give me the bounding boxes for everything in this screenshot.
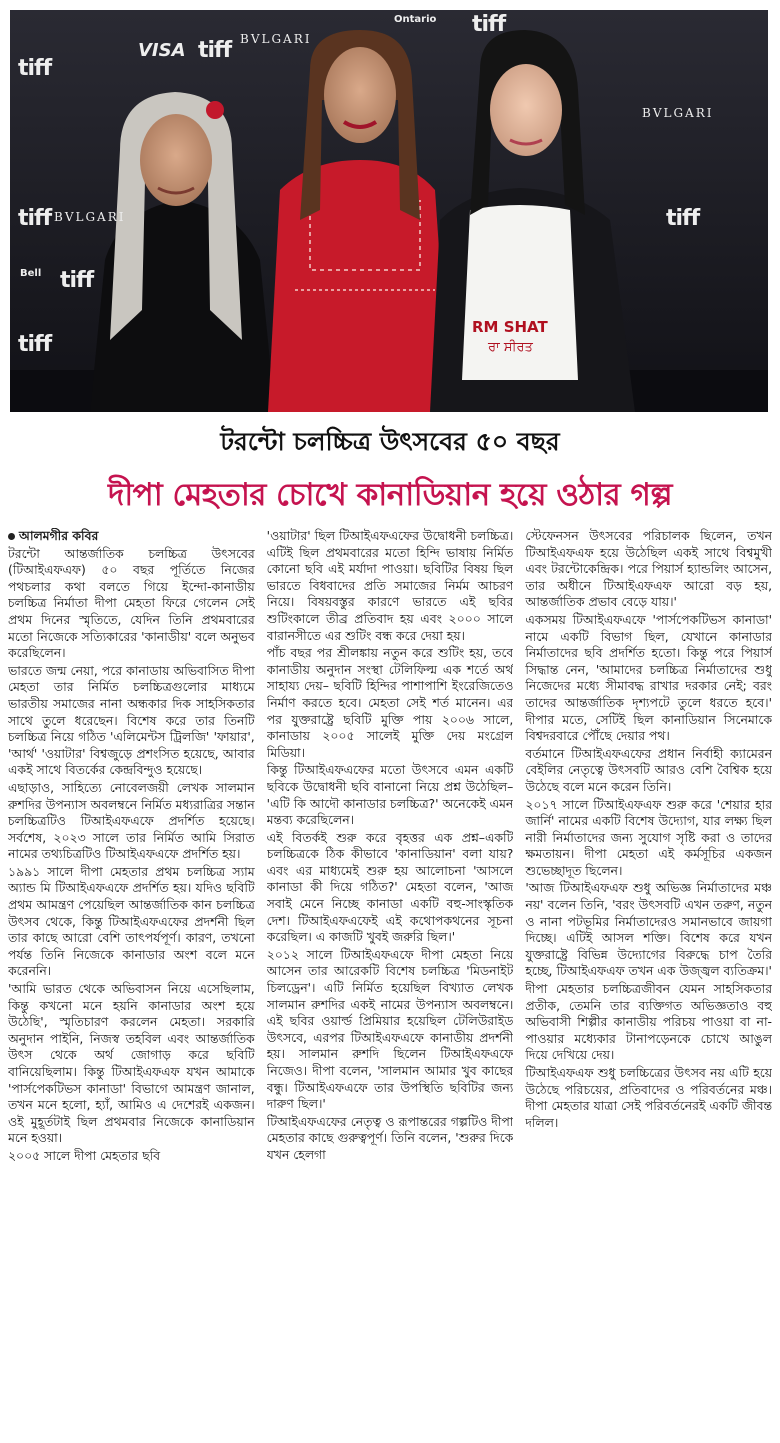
sponsor-logo: tiff	[18, 56, 52, 81]
paragraph: স্টেফেনসন উৎসবের পরিচালক ছিলেন, তখন টিআইএফএফ হয়ে উঠেছিল একই সাথে বিশ্বমুখী এবং টরন্টোকেন্দ্রিক। পরে পিয়ার্স হ্যান্ডলিং আসেন, তার অধীনে টিআইএফএফ আরো বড় হয়, আন্তর্জাতিক প্রভাব বেড়ে যায়।'	[525, 528, 773, 610]
paragraph: ২০০৫ সালে দীপা মেহতার ছবি	[8, 1147, 161, 1163]
paragraph: একসময় টিআইএফএফে 'পার্সপেকটিভস কানাডা' নামে একটি বিভাগ ছিল, যেখানে কানাডার নির্মাতাদের ছবি প্রদর্শিত হতো। কিন্তু পরে পিয়ার্স সিদ্ধান্ত নেন, 'আমাদের চলচ্চিত্র নির্মাতাদের শুধু নিজেদের মধ্যে সীমাবদ্ধ রাখার দরকার নেই; বরং তাদের আন্তর্জাতিক দৃশ্যপটে তুলে ধরতে হবে।' দীপার মতে, সেটিই ছিল কানাডিয়ান সিনেমাকে বিশ্বদরবারে পৌঁছে দেয়ার পথ।	[525, 611, 773, 744]
column-2	[267, 528, 514, 1433]
bullet-icon	[8, 533, 15, 540]
event-photo	[10, 10, 768, 412]
sponsor-logo: tiff	[472, 12, 506, 37]
sponsor-logo: tiff	[18, 332, 52, 357]
column-3	[525, 528, 772, 1433]
paragraph: ভারতে জন্ম নেয়া, পরে কানাডায় অভিবাসিত দীপা মেহতা তার নির্মিত চলচ্চিত্রগুলোর মাধ্যমে ভারতীয় সমাজের নানা অন্ধকার দিক সাহসিকতার সাথে তুলে ধরেছেন। বিশেষ করে তার তিনটি চলচ্চিত্র নিয়ে গঠিত 'এলিমেন্টস ট্রিলজি' 'ফায়ার', 'আর্থ' 'ওয়াটার' বিশ্বজুড়ে প্রশংসিত হয়েছে, আবার একই সাথে বিতর্কের কেন্দ্রবিন্দুও হয়েছে।	[8, 662, 255, 778]
paragraph: এই বিতর্কই শুরু করে বৃহত্তর এক প্রশ্ন–একটি চলচ্চিত্রকে ঠিক কীভাবে 'কানাডিয়ান' বলা যায়? এবং এর মাধ্যমেই শুরু হয় আলোচনা 'আসলে কানাডা কী দিয়ে গঠিত?' মেহতা বলেন, 'আজ সবাই মেনে নিচ্ছে কানাডা একটি বহু-সাংস্কৃতিক দেশ। টিআইএফএফেই এই কথোপকথনের সূচনা করেছিল। এ কাজটি খুবই জরুরি ছিল।'	[266, 829, 514, 945]
paragraph: 'ওয়াটার' ছিল টিআইএফএফের উদ্বোধনী চলচ্চিত্র। এটিই ছিল প্রথমবারের মতো হিন্দি ভাষায় নির্মিত কোনো ছবি এই মর্যাদা পাওয়া। ছবিটির বিষয় ছিল ভারতে বিধবাদের প্রতি সমাজের নির্মম আচরণ নিয়ে। বিষয়বস্তুর কারণে ভারতে এই ছবির শুটিংকালে তীব্র প্রতিবাদ হয় এবং ২০০০ সালে বারানসীতে এর শুটিং বন্ধ করে দেয়া হয়।	[266, 528, 514, 643]
paragraph: কিন্তু টিআইএফএফের মতো উৎসবে এমন একটি ছবিকে উদ্বোধনী ছবি বানানো নিয়ে প্রশ্ন উঠেছিল– 'এটি কি আদৌ কানাডার চলচ্চিত্র?' অনেকেই এমন মন্তব্য করেছিলেন।	[266, 762, 514, 828]
sponsor-logo: Bell	[20, 268, 42, 279]
paragraph: ২০১২ সালে টিআইএফএফে দীপা মেহতা নিয়ে আসেন তার আরেকটি বিশেষ চলচ্চিত্র 'মিডনাইট চিলড্রেন'। এটি নির্মিত হয়েছিল বিখ্যাত লেখক সালমান রুশদির একই নামের উপন্যাস অবলম্বনে। এই ছবির ওয়ার্ল্ড প্রিমিয়ার হয়েছিল টেলিউরাইড উৎসবে, এরপর টিআইএফএফে কানাডীয় প্রদর্শনী হয়। সালমান রুশদি ছিলেন টিআইএফএফে নিজেও। দীপা বলেন, 'সালমান আমার খুব কাছের বন্ধু। টিআইএফএফে তার উপস্থিতি ছবিটির জন্য দারুণ ছিল।'	[266, 946, 514, 1112]
sponsor-logo: tiff	[18, 206, 52, 231]
shirt-print: RM SHAT	[472, 318, 548, 336]
kicker-headline: টরন্টো চলচ্চিত্র উৎসবের ৫০ বছর	[220, 427, 560, 456]
main-headline: দীপা মেহতার চোখে কানাডিয়ান হয়ে ওঠার গল্প	[108, 477, 672, 513]
paragraph: 'আমি ভারত থেকে অভিবাসন নিয়ে এসেছিলাম, কিন্তু কখনো মনে হয়নি কানাডার অংশ হয়ে উঠেছি', স্মৃতিচারণ করলেন মেহতা। সরকারি অনুদান পাইনি, নিজস্ব তহবিল এবং আন্তর্জাতিক উৎস থেকে অর্থ জোগাড় করে ছবিটি বানিয়েছিলাম। কিন্তু টিআইএফএফ যখন আমাকে 'পার্সপেকটিভস কানাডা' বিভাগে আমন্ত্রণ জানাল, তখন মনে হলো, হ্যাঁ, আমিও এ দেশেরই একজন। ওই মুহূর্তটাই ছিল প্রথমবার নিজেকে কানাডিয়ান মনে হওয়া।	[8, 981, 255, 1146]
paragraph: বর্তমানে টিআইএফএফের প্রধান নির্বাহী ক্যামেরন বেইলির নেতৃত্বে উৎসবটি আরও বেশি বৈশ্বিক হয়ে উঠেছে বলে মনে করেন তিনি।	[525, 745, 773, 794]
sponsor-logo: VISA	[138, 40, 186, 61]
sponsor-logo: BVLGARI	[240, 32, 312, 46]
paragraph: টরন্টো আন্তর্জাতিক চলচ্চিত্র উৎসবের (টিআইএফএফ) ৫০ বছর পূর্তিতে নিজের পথচলার কথা বলতে গিয়ে ইন্দো-কানাডীয় চলচ্চিত্র নির্মাতা দীপা মেহতা ফিরে গেলেন সেই প্রথম দিনের স্মৃতিতে, যেদিন তিনি প্রথমবারের মতো নিজেকে সত্যিকারের 'কানাডীয়' বলে অনুভব করেছিলেন।	[8, 545, 255, 661]
paragraph: টিআইএফএফের নেতৃত্ব ও রূপান্তরের গল্পটিও দীপা মেহতার কাছে গুরুত্বপূর্ণ। তিনি বলেন, 'শুরুর দিকে যখন হেলগা	[266, 1113, 514, 1162]
shirt-print: ਰਾ ਸੀਰਤ	[488, 340, 533, 355]
sponsor-logo: Ontario	[394, 14, 437, 25]
headline-block	[0, 418, 780, 523]
paragraph: ২০১৭ সালে টিআইএফএফ শুরু করে 'শেয়ার হার জার্নি' নামের একটি বিশেষ উদ্যোগ, যার লক্ষ্য ছিল নারী নির্মাতাদের জন্য সুযোগ সৃষ্টি করা ও তাদের ক্ষমতায়ন। দীপা মেহতা এই কর্মসূচির একজন শুভেচ্ছাদূত ছিলেন।	[525, 796, 773, 878]
author-name: আলমগীর কবির	[19, 528, 99, 543]
paragraph: 'আজ টিআইএফএফ শুধু অভিজ্ঞ নির্মাতাদের মঞ্চ নয়' বলেন তিনি, 'বরং উৎসবটি এখন তরুণ, নতুন ও নানা পটভূমির নির্মাতাদেরও সমানভাবে জায়গা দিচ্ছে। এটিই আসল শক্তি। বিশেষ করে যখন যুক্তরাষ্ট্রে বিভিন্ন উদ্যোগের বিরুদ্ধে চাপ তৈরি হচ্ছে, টিআইএফএফ তখন এক উজ্জ্বল ব্যতিক্রম।'	[525, 880, 773, 979]
paragraph: এছাড়াও, সাহিত্যে নোবেলজয়ী লেখক সালমান রুশদির উপন্যাস অবলম্বনে নির্মিত মধ্যরাত্রির সন্তান চলচ্চিত্রটিও টিআইএফএফে প্রদর্শিত হয়েছে। সর্বশেষ, ২০২৩ সালে তার নির্মিত আমি সিরাত নামের তথ্যচিত্রটিও টিআইএফএফে প্রদর্শিত হয়।	[8, 779, 255, 862]
byline	[8, 528, 255, 545]
sponsor-logo: tiff	[60, 268, 94, 293]
article-body	[8, 528, 772, 1433]
paragraph: ১৯৯১ সালে দীপা মেহতার প্রথম চলচ্চিত্র স্যাম অ্যান্ড মি টিআইএফএফে প্রদর্শিত হয়। যদিও ছবিটি প্রথম আমন্ত্রণ পেয়েছিল আন্তর্জাতিক কান চলচ্চিত্র উৎসব থেকে, কিন্তু টিআইএফএফের প্রদর্শনী ছিল তার কাছে আরো বেশি তাৎপর্যপূর্ণ। কারণ, তখনো পর্যন্ত তিনি নিজেকে কানাডার অংশ বলে মনে করেননি।	[8, 863, 255, 979]
sponsor-logo: BVLGARI	[642, 106, 714, 120]
paragraph: পাঁচ বছর পর শ্রীলঙ্কায় নতুন করে শুটিং হয়, তবে কানাডীয় অনুদান সংস্থা টেলিফিল্ম এক শর্তে অর্থ সাহায্য দেয়– ছবিটি হিন্দির পাশাপাশি ইংরেজিতেও নির্মাণ করতে হবে। মেহতা সেই শর্ত মানেন। এর পর যুক্তরাষ্ট্রে ছবিটি মুক্তি পায় ২০০৬ সালে, কানাডায় ২০০৫ সালেই মুক্তি দেয় মংগ্রেল মিডিয়া।	[266, 645, 514, 760]
column-1	[8, 528, 255, 1433]
sponsor-logo: BVLGARI	[54, 210, 126, 224]
sponsor-logo: tiff	[198, 38, 232, 63]
sponsor-logo: tiff	[666, 206, 700, 231]
paragraph: টিআইএফএফ শুধু চলচ্চিত্রের উৎসব নয় এটি হয়ে উঠেছে পরিচয়ের, প্রতিবাদের ও পরিবর্তনের মঞ্চ। দীপা মেহতার যাত্রা সেই পরিবর্তনেরই একটি জীবন্ত দলিল।	[525, 1065, 773, 1130]
paragraph: দীপা মেহতার চলচ্চিত্রজীবন যেমন সাহসিকতার প্রতীক, তেমনি তার ব্যক্তিগত অভিজ্ঞতাও বহু অভিবাসী শিল্পীর কানাডীয় পরিচয় পাওয়া বা না-পাওয়ার মধ্যেকার টানাপড়েনকে চোখে আঙুল দিয়ে দেখিয়ে দেয়।	[525, 981, 773, 1063]
